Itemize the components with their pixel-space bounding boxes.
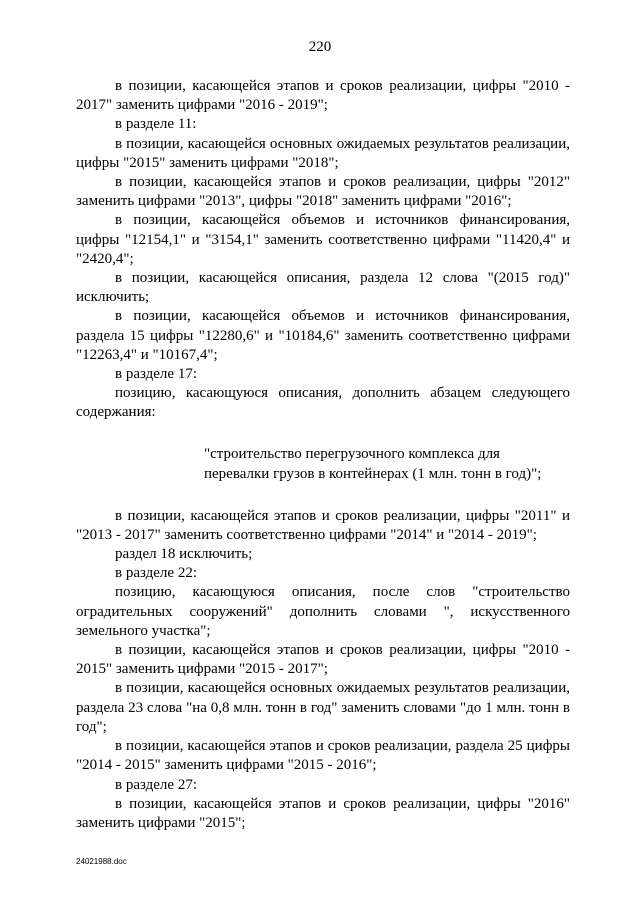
paragraph: в позиции, касающейся описания, раздела 12 слова "(2015 год)" исключить; — [76, 270, 570, 306]
quoted-insertion — [76, 444, 570, 484]
page-number: 220 — [308, 39, 332, 55]
quote-line: "строительство перегрузочного комплекса для — [204, 445, 500, 462]
footer-filename: 24021988.doc — [76, 857, 127, 866]
paragraph: в позиции, касающейся этапов и сроков реализации, цифры "2010 - 2017" заменить цифрами "2016 - 2019"; — [76, 78, 570, 114]
paragraph: в позиции, касающейся объемов и источников финансирования, раздела 15 цифры "12280,6" и "10184,6" заменить соответственно цифрами "12263,4" и "10167,4"; — [76, 308, 570, 363]
paragraph: в разделе 17: — [115, 366, 197, 383]
document-body — [76, 77, 570, 833]
paragraph: в позиции, касающейся этапов и сроков реализации, цифры "2016" заменить цифрами "2015"; — [76, 795, 570, 831]
paragraph: в позиции, касающейся основных ожидаемых результатов реализации, цифры "2015" заменить цифрами "2018"; — [76, 135, 570, 171]
paragraph: в позиции, касающейся этапов и сроков реализации, раздела 25 цифры "2014 - 2015" заменить цифрами "2015 - 2016"; — [76, 738, 570, 774]
paragraph: позицию, касающуюся описания, дополнить абзацем следующего содержания: — [76, 385, 570, 421]
quote-line: перевалки грузов в контейнерах (1 млн. тонн в год)"; — [204, 465, 542, 482]
paragraph: в позиции, касающейся этапов и сроков реализации, цифры "2011" и "2013 - 2017" заменить соответственно цифрами "2014" и "2014 - 2019"; — [76, 507, 570, 543]
paragraph: в позиции, касающейся этапов и сроков реализации, цифры "2012" заменить цифрами "2013", цифры "2018" заменить цифрами "2016"; — [76, 174, 570, 210]
paragraph: в позиции, касающейся объемов и источников финансирования, цифры "12154,1" и "3154,1" заменить соответственно цифрами "11420,4" и "2420,4"; — [76, 212, 570, 267]
paragraph: в разделе 22: — [115, 565, 197, 582]
paragraph: в разделе 11: — [115, 116, 197, 133]
paragraph: в позиции, касающейся этапов и сроков реализации, цифры "2010 - 2015" заменить цифрами "2015 - 2017"; — [76, 642, 570, 678]
paragraph: в позиции, касающейся основных ожидаемых результатов реализации, раздела 23 слова "на 0,8 млн. тонн в год" заменить словами "до 1 млн. тонн в год"; — [76, 680, 570, 735]
paragraph: в разделе 27: — [115, 776, 197, 793]
paragraph: раздел 18 исключить; — [115, 546, 253, 563]
paragraph: позицию, касающуюся описания, после слов "строительство оградительных сооружений" дополнить словами ", искусственного земельного участка"; — [76, 584, 570, 639]
